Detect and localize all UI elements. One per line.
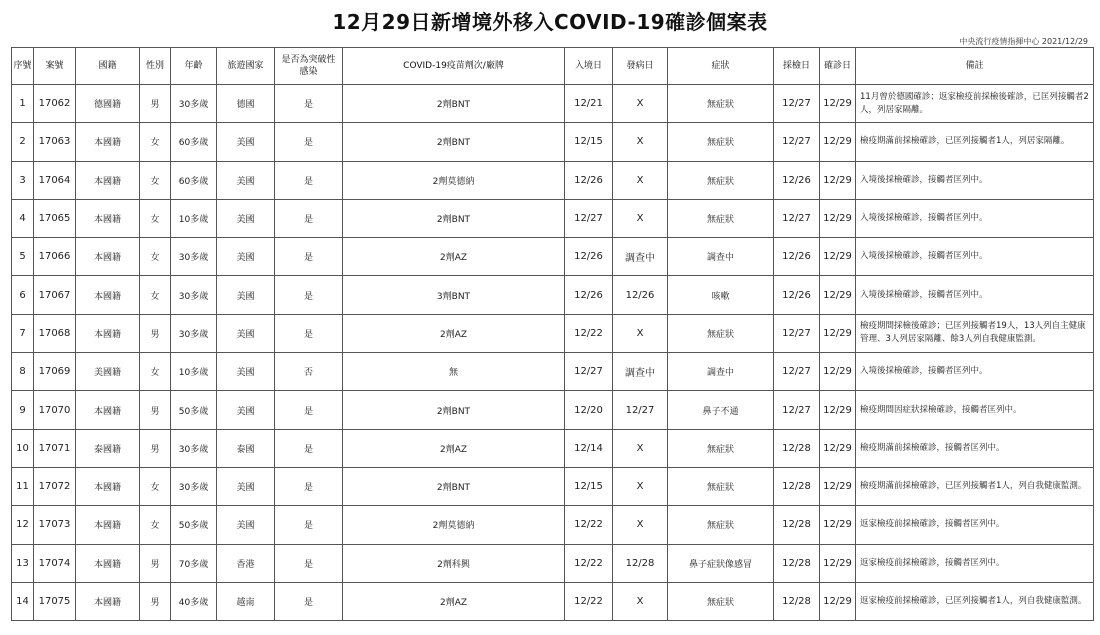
table-cell: 2劑莫德納 (343, 506, 565, 544)
table-cell: 美國 (217, 199, 275, 237)
table-cell: 檢疫期間因症狀採檢確診，接觸者匡列中。 (856, 391, 1094, 429)
table-cell: 30多歲 (171, 85, 217, 123)
table-cell: 本國籍 (76, 506, 140, 544)
table-cell: 12/29 (820, 353, 856, 391)
table-cell: 女 (140, 276, 171, 314)
table-cell: 德國籍 (76, 85, 140, 123)
table-cell: 是 (275, 582, 343, 620)
table-cell: 美國 (217, 123, 275, 161)
table-cell: 本國籍 (76, 391, 140, 429)
header-cell: COVID-19疫苗劑次/廠牌 (343, 48, 565, 85)
table-cell: 60多歲 (171, 123, 217, 161)
table-cell: 無症狀 (668, 467, 774, 505)
table-cell: 入境後採檢確診，接觸者匡列中。 (856, 238, 1094, 276)
table-cell: 無症狀 (668, 582, 774, 620)
table-cell: 12/29 (820, 429, 856, 467)
table-cell: 德國 (217, 85, 275, 123)
table-row (12, 199, 1094, 237)
header-cell: 入境日 (565, 48, 613, 85)
table-cell: 6 (12, 276, 34, 314)
table-row (12, 582, 1094, 620)
table-cell: 男 (140, 429, 171, 467)
table-cell: 是 (275, 199, 343, 237)
table-cell: 本國籍 (76, 238, 140, 276)
table-cell: 美國 (217, 467, 275, 505)
table-row (12, 161, 1094, 199)
table-cell: 12/22 (565, 506, 613, 544)
table-cell: 30多歲 (171, 429, 217, 467)
table-cell: 返家檢疫前採檢確診，接觸者匡列中。 (856, 544, 1094, 582)
table-cell: 12/29 (820, 391, 856, 429)
table-cell: 12/27 (774, 391, 820, 429)
table-cell: 2劑AZ (343, 238, 565, 276)
table-cell: 男 (140, 544, 171, 582)
table-cell: 是 (275, 238, 343, 276)
table-cell: 30多歲 (171, 276, 217, 314)
table-cell: 12/26 (565, 161, 613, 199)
table-cell: 12/27 (774, 123, 820, 161)
table-cell: 鼻子症狀像感冒 (668, 544, 774, 582)
table-cell: 11月曾於德國確診；返家檢疫前採檢後確診，已匡列接觸者2人，列居家隔離。 (856, 85, 1094, 123)
table-cell: 美國 (217, 353, 275, 391)
table-cell: 無症狀 (668, 85, 774, 123)
table-cell: 17064 (34, 161, 76, 199)
table-cell: 17063 (34, 123, 76, 161)
table-row (12, 123, 1094, 161)
header-cell: 序號 (12, 48, 34, 85)
table-cell: 無症狀 (668, 429, 774, 467)
table-cell: X (613, 85, 668, 123)
table-cell: 返家檢疫前採檢確診，已匡列接觸者1人，列自我健康監測。 (856, 582, 1094, 620)
table-cell: X (613, 123, 668, 161)
table-cell: X (613, 161, 668, 199)
header-cell: 性別 (140, 48, 171, 85)
table-cell: 30多歲 (171, 467, 217, 505)
table-cell: 檢疫期滿前採檢確診，接觸者匡列中。 (856, 429, 1094, 467)
table-cell: 12/28 (613, 544, 668, 582)
header-cell: 症狀 (668, 48, 774, 85)
table-cell: 香港 (217, 544, 275, 582)
table-cell: 是 (275, 123, 343, 161)
table-row (12, 429, 1094, 467)
table-cell: 17066 (34, 238, 76, 276)
table-cell: 2劑BNT (343, 199, 565, 237)
table-cell: 12/28 (774, 544, 820, 582)
table-cell: 12/27 (774, 199, 820, 237)
table-cell: 2劑莫德納 (343, 161, 565, 199)
table-cell: 14 (12, 582, 34, 620)
table-cell: 女 (140, 506, 171, 544)
table-cell: 本國籍 (76, 199, 140, 237)
table-cell: X (613, 582, 668, 620)
table-cell: 是 (275, 85, 343, 123)
table-cell: 是 (275, 276, 343, 314)
header-cell: 國籍 (76, 48, 140, 85)
table-cell: 是 (275, 506, 343, 544)
table-cell: 本國籍 (76, 582, 140, 620)
table-cell: 美國 (217, 391, 275, 429)
table-cell: 2劑BNT (343, 123, 565, 161)
table-cell: 男 (140, 85, 171, 123)
table-cell: 2劑AZ (343, 582, 565, 620)
table-cell: 泰國籍 (76, 429, 140, 467)
table-cell: 調查中 (668, 238, 774, 276)
table-cell: 12/20 (565, 391, 613, 429)
table-cell: 無症狀 (668, 506, 774, 544)
table-cell: 男 (140, 582, 171, 620)
table-cell: 是 (275, 467, 343, 505)
table-cell: 3 (12, 161, 34, 199)
table-cell: 70多歲 (171, 544, 217, 582)
table-cell: 男 (140, 314, 171, 352)
table-cell: 2劑BNT (343, 85, 565, 123)
table-body (12, 85, 1094, 621)
table-cell: 12/26 (774, 276, 820, 314)
table-cell: 入境後採檢確診，接觸者匡列中。 (856, 161, 1094, 199)
table-cell: 12/21 (565, 85, 613, 123)
table-cell: 否 (275, 353, 343, 391)
table-cell: 入境後採檢確診，接觸者匡列中。 (856, 199, 1094, 237)
table-cell: 本國籍 (76, 467, 140, 505)
table-cell: 17068 (34, 314, 76, 352)
table-cell: 60多歲 (171, 161, 217, 199)
table-cell: 12/14 (565, 429, 613, 467)
table-cell: 1 (12, 85, 34, 123)
table-cell: 是 (275, 429, 343, 467)
table-cell: 本國籍 (76, 544, 140, 582)
table-cell: 本國籍 (76, 161, 140, 199)
table-cell: 7 (12, 314, 34, 352)
table-cell: 12/26 (774, 238, 820, 276)
table-cell: 返家檢疫前採檢確診，接觸者匡列中。 (856, 506, 1094, 544)
table-cell: 本國籍 (76, 314, 140, 352)
table-cell: 2 (12, 123, 34, 161)
table-cell: 入境後採檢確診，接觸者匡列中。 (856, 353, 1094, 391)
table-cell: 50多歲 (171, 506, 217, 544)
table-cell: 12/29 (820, 544, 856, 582)
header-row (12, 48, 1094, 85)
table-cell: 12/29 (820, 582, 856, 620)
table-cell: 12/29 (820, 123, 856, 161)
table-cell: 無症狀 (668, 199, 774, 237)
table-cell: 17074 (34, 544, 76, 582)
table-row (12, 314, 1094, 352)
table-cell: X (613, 506, 668, 544)
table-cell: 2劑BNT (343, 467, 565, 505)
table-cell: 12/26 (565, 238, 613, 276)
table-cell: 本國籍 (76, 276, 140, 314)
table-cell: 12/26 (613, 276, 668, 314)
table-cell: 12/15 (565, 123, 613, 161)
table-cell: 調查中 (668, 353, 774, 391)
table-cell: 檢疫期間採檢後確診；已匡列接觸者19人，13人列自主健康管理、3人列居家隔離、餘3人列自我健康監測。 (856, 314, 1094, 352)
table-cell: 17071 (34, 429, 76, 467)
table-cell: 17069 (34, 353, 76, 391)
table-cell: 無症狀 (668, 161, 774, 199)
table-cell: 女 (140, 353, 171, 391)
table-cell: 美國 (217, 238, 275, 276)
table-cell: 12/28 (774, 506, 820, 544)
table-row (12, 276, 1094, 314)
table-cell: X (613, 467, 668, 505)
source-note: 中央流行疫情指揮中心 2021/12/29 (959, 37, 1088, 46)
table-cell: 美國籍 (76, 353, 140, 391)
table-cell: 12/29 (820, 506, 856, 544)
page-title: 12月29日新增境外移入COVID-19確診個案表 (332, 10, 768, 34)
table-cell: 檢疫期滿前採檢確診，已匡列接觸者1人，列居家隔離。 (856, 123, 1094, 161)
table-cell: 10多歲 (171, 199, 217, 237)
table-cell: 12/29 (820, 161, 856, 199)
table-cell: 30多歲 (171, 314, 217, 352)
table-cell: 美國 (217, 506, 275, 544)
table-cell: 女 (140, 161, 171, 199)
table-cell: 17070 (34, 391, 76, 429)
table-cell: 2劑BNT (343, 391, 565, 429)
table-cell: 是 (275, 161, 343, 199)
table-cell: 17073 (34, 506, 76, 544)
table-cell: 17067 (34, 276, 76, 314)
table-cell: 12/26 (774, 161, 820, 199)
table-cell: X (613, 429, 668, 467)
table-cell: 17062 (34, 85, 76, 123)
table-cell: 男 (140, 391, 171, 429)
table-cell: 3劑BNT (343, 276, 565, 314)
table-cell: 12/27 (774, 353, 820, 391)
table-cell: 12/22 (565, 544, 613, 582)
table-cell: 12/26 (565, 276, 613, 314)
table-cell: 女 (140, 238, 171, 276)
header-cell: 確診日 (820, 48, 856, 85)
table-cell: 檢疫期滿前採檢確診，已匡列接觸者1人，列自我健康監測。 (856, 467, 1094, 505)
table-cell: 10 (12, 429, 34, 467)
table-cell: 12/28 (774, 467, 820, 505)
table-cell: 9 (12, 391, 34, 429)
table-cell: 12/29 (820, 238, 856, 276)
table-cell: 17065 (34, 199, 76, 237)
table-cell: 是 (275, 544, 343, 582)
table-cell: 鼻子不通 (668, 391, 774, 429)
table-cell: 8 (12, 353, 34, 391)
table-row (12, 85, 1094, 123)
table-cell: 4 (12, 199, 34, 237)
table-cell: 11 (12, 467, 34, 505)
table-row (12, 467, 1094, 505)
table-cell: 調查中 (613, 353, 668, 391)
table-cell: 無症狀 (668, 123, 774, 161)
table-cell: 30多歲 (171, 238, 217, 276)
table-cell: 12/29 (820, 199, 856, 237)
table-cell: 17075 (34, 582, 76, 620)
table-cell: X (613, 314, 668, 352)
table-row (12, 391, 1094, 429)
table-cell: 12/27 (774, 314, 820, 352)
table-cell: 13 (12, 544, 34, 582)
table-cell: 12/27 (565, 199, 613, 237)
table-cell: 美國 (217, 276, 275, 314)
table-cell: 12/27 (774, 85, 820, 123)
table-cell: 是 (275, 314, 343, 352)
table-cell: 17072 (34, 467, 76, 505)
table-cell: 是 (275, 391, 343, 429)
header-cell: 備註 (856, 48, 1094, 85)
table-row (12, 238, 1094, 276)
table-cell: 12/28 (774, 429, 820, 467)
table-cell: 女 (140, 199, 171, 237)
table-cell: 12/27 (613, 391, 668, 429)
table-cell: 泰國 (217, 429, 275, 467)
header-cell: 發病日 (613, 48, 668, 85)
table-cell: 美國 (217, 314, 275, 352)
table-cell: 5 (12, 238, 34, 276)
table-cell: 美國 (217, 161, 275, 199)
table-cell: 本國籍 (76, 123, 140, 161)
table-cell: 入境後採檢確診，接觸者匡列中。 (856, 276, 1094, 314)
table-cell: 12/29 (820, 85, 856, 123)
table-cell: 2劑科興 (343, 544, 565, 582)
table-cell: 越南 (217, 582, 275, 620)
table-cell: 12/28 (774, 582, 820, 620)
table-cell: 12/27 (565, 353, 613, 391)
header-cell: 旅遊國家 (217, 48, 275, 85)
table-cell: 咳嗽 (668, 276, 774, 314)
table-cell: 2劑AZ (343, 429, 565, 467)
table-cell: 12/15 (565, 467, 613, 505)
table-cell: 12/22 (565, 314, 613, 352)
header-cell: 案號 (34, 48, 76, 85)
header-cell: 年齡 (171, 48, 217, 85)
table-cell: 12/29 (820, 467, 856, 505)
table-cell: 40多歲 (171, 582, 217, 620)
table-cell: 12/22 (565, 582, 613, 620)
table-row (12, 506, 1094, 544)
table-cell: 2劑AZ (343, 314, 565, 352)
case-table (11, 47, 1094, 621)
header-cell: 採檢日 (774, 48, 820, 85)
table-cell: 調查中 (613, 238, 668, 276)
table-cell: 無症狀 (668, 314, 774, 352)
table-cell: 12/29 (820, 314, 856, 352)
table-cell: 12 (12, 506, 34, 544)
table-row (12, 544, 1094, 582)
table-cell: 無 (343, 353, 565, 391)
table-cell: 50多歲 (171, 391, 217, 429)
table-cell: 女 (140, 467, 171, 505)
table-cell: 10多歲 (171, 353, 217, 391)
table-cell: 12/29 (820, 276, 856, 314)
table-cell: 女 (140, 123, 171, 161)
header-cell: 是否為突破性感染 (275, 48, 343, 85)
table-cell: X (613, 199, 668, 237)
table-row (12, 353, 1094, 391)
